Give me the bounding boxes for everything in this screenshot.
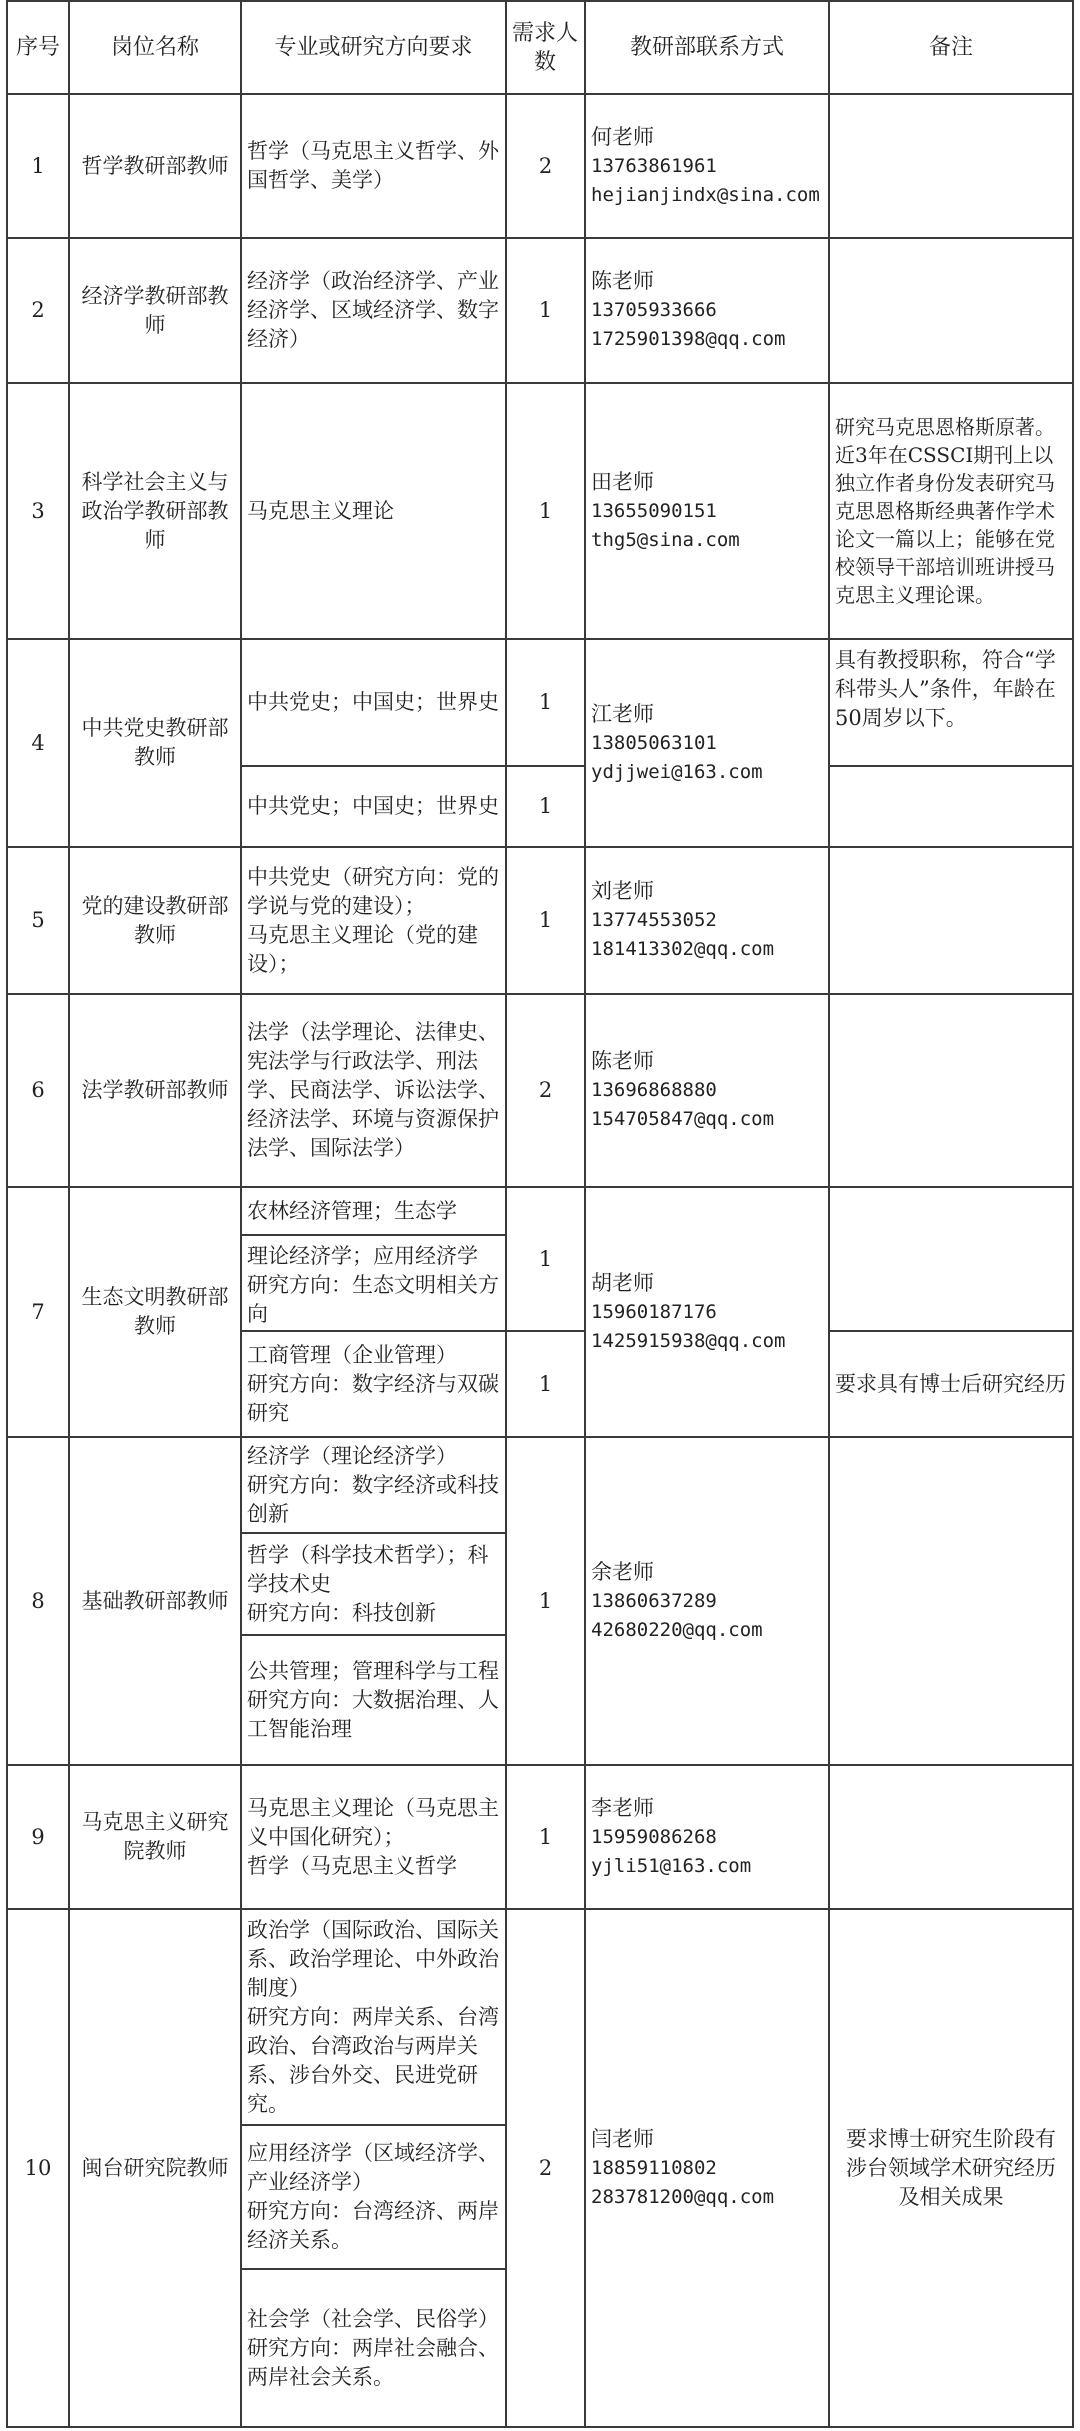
contact-phone[interactable]: 13655090151 xyxy=(591,499,717,522)
post-name: 生态文明教研部教师 xyxy=(81,1285,229,1338)
post-name: 闽台研究院教师 xyxy=(81,2155,229,2180)
contact-email[interactable]: 154705847@qq.com xyxy=(591,1108,775,1130)
row-number: 7 xyxy=(31,1299,45,1324)
contact-email[interactable]: thg5@sina.com xyxy=(591,528,740,551)
headcount: 1 xyxy=(538,298,553,322)
contact-phone[interactable]: 13805063101 xyxy=(591,731,717,754)
post-name: 科学社会主义与政治学教研部教师 xyxy=(81,469,229,552)
contact-email[interactable]: 283781200@qq.com xyxy=(591,2185,775,2208)
header-major: 专业或研究方向要求 xyxy=(274,35,473,60)
major-requirement: 经济学（理论经济学） 研究方向：数字经济或科技创新 xyxy=(247,1443,499,1526)
remark xyxy=(830,1438,1072,1764)
major-requirement: 马克思主义理论（马克思主义中国化研究）； 哲学（马克思主义哲学 xyxy=(247,1795,499,1878)
major-requirement: 农林经济管理；生态学 xyxy=(247,1198,457,1223)
contact-phone[interactable]: 13774553052 xyxy=(591,909,717,931)
contact-info xyxy=(586,1438,828,1764)
post-name: 中共党史教研部教师 xyxy=(81,716,229,769)
headcount: 1 xyxy=(538,498,553,523)
remark xyxy=(830,1766,1072,1908)
contact-info xyxy=(586,95,828,237)
contact-email[interactable]: 42680220@qq.com xyxy=(591,1618,763,1641)
post-name: 法学教研部教师 xyxy=(81,1078,229,1102)
grid-line xyxy=(68,0,70,2428)
row-number: 5 xyxy=(31,908,45,932)
contact-phone[interactable]: 13705933666 xyxy=(591,299,717,321)
headcount: 2 xyxy=(538,1078,553,1102)
major-requirement: 马克思主义理论 xyxy=(247,498,394,523)
remark xyxy=(830,95,1072,237)
contact-name: 胡老师 xyxy=(591,1270,654,1295)
contact-email[interactable]: ydjjwei@163.com xyxy=(591,760,763,783)
grid-line xyxy=(1072,0,1074,2428)
contact-name: 田老师 xyxy=(591,469,654,494)
header-remark: 备注 xyxy=(928,35,973,60)
major-requirement: 中共党史；中国史；世界史 xyxy=(247,690,499,714)
headcount: 1 xyxy=(538,1371,553,1396)
post-name: 哲学教研部教师 xyxy=(81,153,229,178)
major-requirement: 公共管理；管理科学与工程 研究方向：大数据治理、人工智能治理 xyxy=(247,1658,499,1741)
contact-info xyxy=(586,239,828,382)
contact-info xyxy=(586,848,828,993)
row-number: 2 xyxy=(31,298,45,322)
remark xyxy=(830,848,1072,993)
headcount: 1 xyxy=(538,690,553,714)
headcount: 1 xyxy=(538,1588,553,1613)
contact-email[interactable]: yjli51@163.com xyxy=(591,1854,752,1877)
remark xyxy=(830,239,1072,382)
contact-phone[interactable]: 18859110802 xyxy=(591,2156,717,2179)
major-requirement: 政治学（国际政治、国际关系、政治学理论、中外政治制度） 研究方向：两岸关系、台湾政治、台湾政治与两岸关系、涉台外交、民进党研究。 xyxy=(247,1917,499,2116)
row-number: 3 xyxy=(31,498,45,523)
header-post: 岗位名称 xyxy=(110,35,199,60)
header-contact: 教研部联系方式 xyxy=(629,35,784,60)
headcount: 1 xyxy=(538,1824,553,1849)
row-number: 6 xyxy=(31,1078,45,1102)
remark: 具有教授职称，符合“学科带头人”条件，年龄在50周岁以下。 xyxy=(835,648,1056,730)
major-requirement: 哲学（马克思主义哲学、外国哲学、美学） xyxy=(247,139,499,192)
contact-phone[interactable]: 15959086268 xyxy=(591,1825,717,1848)
recruitment-table xyxy=(6,0,1074,2428)
contact-info xyxy=(586,1188,828,1436)
contact-email[interactable]: 181413302@qq.com xyxy=(591,938,775,960)
major-requirement: 经济学（政治经济学、产业经济学、区域经济学、数字经济） xyxy=(247,269,499,351)
headcount: 2 xyxy=(538,2155,553,2180)
contact-phone[interactable]: 15960187176 xyxy=(591,1300,717,1323)
row-number: 9 xyxy=(31,1824,45,1849)
major-requirement: 理论经济学；应用经济学 研究方向：生态文明相关方向 xyxy=(247,1244,499,1326)
contact-info xyxy=(586,384,828,638)
headcount: 2 xyxy=(538,153,553,178)
header-seq: 序号 xyxy=(15,35,60,60)
post-name: 基础教研部教师 xyxy=(81,1588,229,1613)
row-number: 10 xyxy=(24,2155,52,2180)
contact-info xyxy=(586,1766,828,1908)
contact-info xyxy=(586,640,828,846)
post-name: 党的建设教研部教师 xyxy=(81,893,229,947)
headcount: 1 xyxy=(538,1246,553,1271)
remark: 要求具有博士后研究经历 xyxy=(835,1371,1066,1396)
row-number: 1 xyxy=(31,153,45,178)
major-requirement: 应用经济学（区域经济学、产业经济学） 研究方向：台湾经济、两岸经济关系。 xyxy=(247,2141,499,2252)
remark: 要求博士研究生阶段有涉台领域学术研究经历及相关成果 xyxy=(846,2126,1056,2209)
headcount: 1 xyxy=(538,794,553,818)
header-count: 需求人数 xyxy=(511,20,578,75)
remark xyxy=(830,995,1072,1186)
contact-info xyxy=(586,1910,828,2426)
remark: 研究马克思恩格斯原著。近3年在CSSCI期刊上以独立作者身份发表研究马克思恩格斯经典著作学术论文一篇以上；能够在党校领导干部培训班讲授马克思主义理论课。 xyxy=(835,415,1055,607)
major-requirement: 法学（法学理论、法律史、宪法学与行政法学、刑法学、民商法学、诉讼法学、经济法学、环境与资源保护法学、国际法学） xyxy=(247,1020,499,1160)
contact-name: 闫老师 xyxy=(591,2126,654,2151)
contact-email[interactable]: hejianjindx@sina.com xyxy=(591,183,820,206)
major-requirement: 中共党史（研究方向：党的学说与党的建设）； 马克思主义理论（党的建设）； xyxy=(247,864,499,976)
contact-name: 李老师 xyxy=(591,1795,654,1820)
contact-name: 陈老师 xyxy=(591,269,654,293)
remark xyxy=(830,767,1072,846)
row-number: 4 xyxy=(31,730,45,755)
contact-phone[interactable]: 13696868880 xyxy=(591,1079,717,1101)
grid-line xyxy=(6,2426,1074,2428)
major-requirement: 社会学（社会学、民俗学） 研究方向：两岸社会融合、两岸社会关系。 xyxy=(247,2306,499,2389)
row-number: 8 xyxy=(31,1588,45,1613)
contact-email[interactable]: 1725901398@qq.com xyxy=(591,328,786,350)
contact-phone[interactable]: 13860637289 xyxy=(591,1589,717,1612)
contact-phone[interactable]: 13763861961 xyxy=(591,154,717,177)
contact-email[interactable]: 1425915938@qq.com xyxy=(591,1329,786,1352)
post-name: 马克思主义研究院教师 xyxy=(81,1810,229,1863)
post-name: 经济学教研部教师 xyxy=(81,283,229,337)
major-requirement: 哲学（科学技术哲学）；科学技术史 研究方向：科技创新 xyxy=(247,1542,489,1625)
headcount: 1 xyxy=(538,908,553,932)
major-requirement: 中共党史；中国史；世界史 xyxy=(247,794,499,818)
contact-name: 陈老师 xyxy=(591,1049,654,1073)
contact-name: 江老师 xyxy=(591,701,654,726)
contact-name: 何老师 xyxy=(591,124,654,149)
contact-name: 余老师 xyxy=(591,1559,654,1584)
contact-name: 刘老师 xyxy=(591,879,654,903)
major-requirement: 工商管理（企业管理） 研究方向：数字经济与双碳研究 xyxy=(247,1342,499,1425)
contact-info xyxy=(586,995,828,1186)
remark xyxy=(830,1188,1072,1330)
